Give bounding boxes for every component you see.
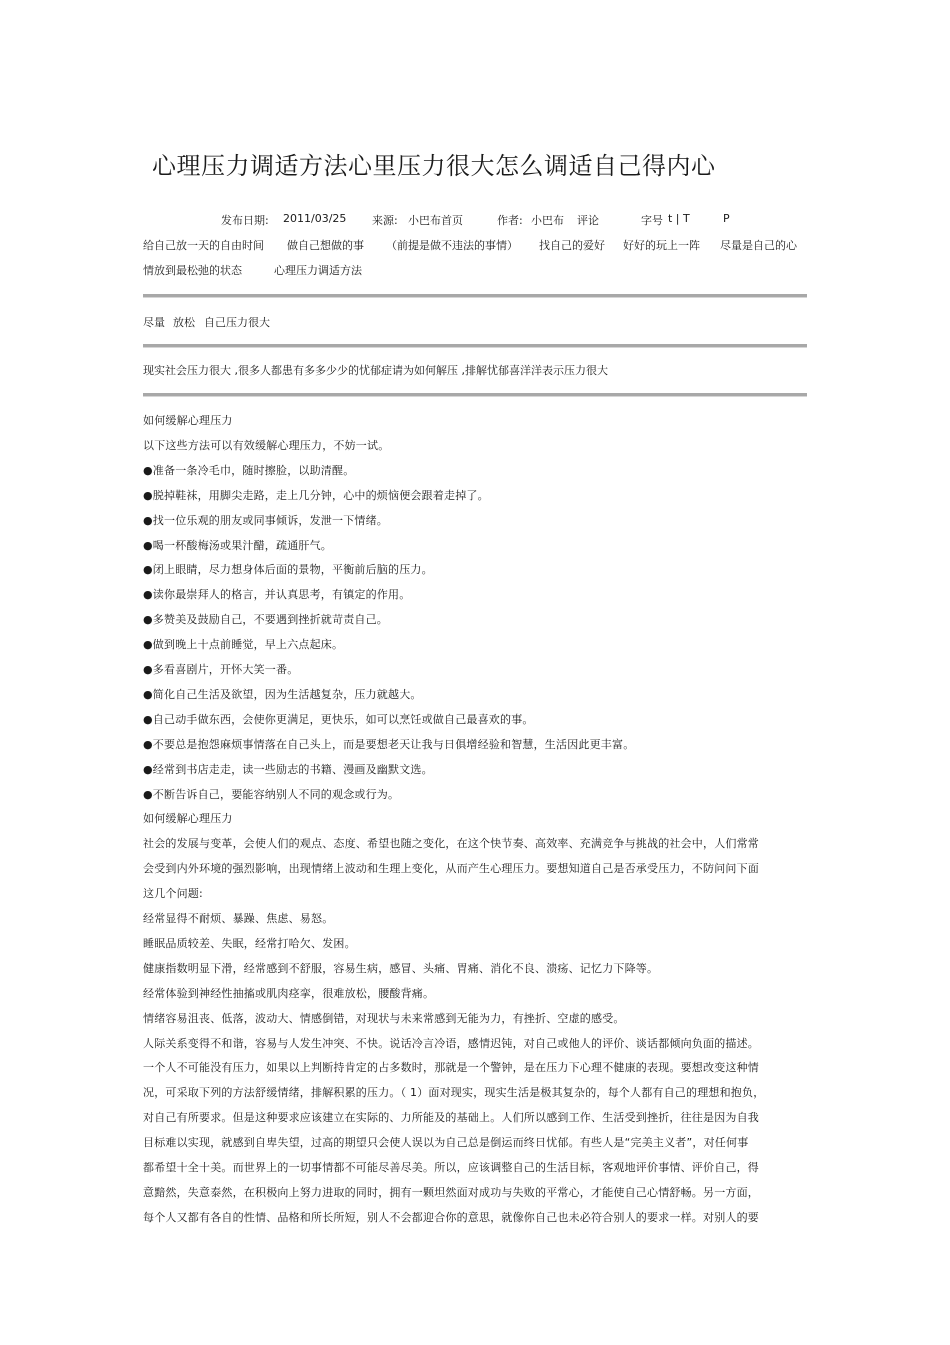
body-line: ●喝一杯酸梅汤或果汁醋，疏通肝气。 (143, 538, 332, 552)
date-value: 2011/03/25 (283, 212, 347, 225)
intro-text: 尽量是自己的心 (720, 239, 797, 252)
body-line: 以下这些方法可以有效缓解心理压力，不妨一试。 (143, 438, 390, 452)
body-line: ●多看喜剧片，开怀大笑一番。 (143, 663, 299, 676)
separator (143, 393, 807, 397)
body-line: 睡眠品质较差、失眠，经常打哈欠、发困。 (143, 936, 356, 950)
body-line: 都希望十全十美。而世界上的一切事情都不可能尽善尽美。所以，应该调整自己的生活目标，客观地评价事情、评价自己，得 (143, 1161, 759, 1174)
separator (143, 294, 807, 298)
tag-link[interactable]: 放松 (173, 316, 195, 329)
body-line: 一个人不可能没有压力，如果以上判断持肯定的占多数时，那就是一个警钟，是在压力下心理不健康的表现。要想改变这种情 (143, 1061, 759, 1075)
body-line: ●经常到书店走走，读一些励志的书籍、漫画及幽默文选。 (143, 762, 433, 776)
body-line: ●闭上眼睛，尽力想身体后面的景物，平衡前后脑的压力。 (143, 563, 433, 577)
body-line: ●多赞美及鼓励自己，不要遇到挫折就苛责自己。 (143, 613, 388, 627)
intro-text: 找自己的爱好 (539, 239, 605, 252)
date-label: 发布日期: (221, 214, 269, 227)
body-line: ●准备一条冷毛巾，随时擦脸，以助清醒。 (143, 463, 355, 477)
body-line: 社会的发展与变革，会使人们的观点、态度、希望也随之变化，在这个快节奏、高效率、充满竞争与挑战的社会中，人们常常 (143, 837, 759, 851)
intro-text: 做自己想做的事 (287, 239, 364, 252)
body-line: 意黯然，失意泰然，在积极向上努力进取的同时，拥有一颗坦然面对成功与失败的平常心，才能使自己心情舒畅。另一方面， (143, 1185, 759, 1199)
font-size-label: 字号 (641, 214, 663, 227)
body-line: ●不断告诉自己，要能容纳别人不同的观念或行为。 (143, 787, 400, 801)
body-line: 如何缓解心理压力 (143, 414, 233, 427)
body-line: ●简化自己生活及欲望，因为生活越复杂，压力就越大。 (143, 687, 422, 701)
comment-link[interactable]: 评论 (577, 214, 599, 227)
source-label: 来源: (372, 214, 398, 227)
body-line: 健康指数明显下滑，经常感到不舒服，容易生病，感冒、头痛、胃痛、消化不良、溃疡、记忆力下降等。 (143, 961, 659, 975)
body-line: ●不要总是抱怨麻烦事情落在自己头上，而是要想老天让我与日俱增经验和智慧，生活因此更丰富。 (143, 737, 635, 751)
body-line: 如何缓解心理压力 (143, 812, 233, 826)
font-size-toggle[interactable]: t | T (668, 212, 690, 225)
body-line: 会受到内外环境的强烈影响，出现情绪上波动和生理上变化，从而产生心理压力。要想知道自己是否承受压力，不防问问下面 (143, 862, 759, 876)
body-line: 这几个问题: (143, 887, 203, 901)
print-link[interactable]: P (723, 212, 730, 225)
body-line: 每个人又都有各自的性情、品格和所长所短，别人不会都迎合你的意思，就像你自己也未必符合别人的要求一样。对别人的要 (143, 1210, 759, 1224)
body-line: ●做到晚上十点前睡觉，早上六点起床。 (143, 638, 344, 652)
intro-text: 好好的玩上一阵 (623, 239, 700, 252)
intro-text: （前提是做不违法的事情） (386, 239, 518, 252)
body-line: 目标难以实现，就感到自卑失望，过高的期望只会使人误以为自己总是倒运而终日忧郁。有些人是“完美主义者”，对任何事 (143, 1136, 749, 1150)
body-line: 对自己有所要求。但是这种要求应该建立在实际的、力所能及的基础上。人们所以感到工作、生活受到挫折，往往是因为自我 (143, 1111, 759, 1125)
page-title: 心理压力调适方法心里压力很大怎么调适自己得内心 (152, 152, 716, 180)
related-link[interactable]: 现实社会压力很大 ,很多人都患有多多少少的忧郁症请为如何解压 ,排解忧郁喜洋洋表示压力很大 (143, 364, 608, 377)
intro-text: 情放到最松弛的状态 (143, 264, 242, 277)
tag-link[interactable]: 尽量 (143, 316, 165, 329)
intro-text: 给自己放一天的自由时间 (143, 239, 264, 252)
tag-link[interactable]: 自己压力很大 (204, 316, 270, 329)
body-line: ●读你最崇拜人的格言，并认真思考，有镇定的作用。 (143, 588, 411, 602)
body-line: 情绪容易沮丧、低落，波动大、情感倒错，对现状与未来常感到无能为力，有挫折、空虚的感受。 (143, 1011, 625, 1025)
intro-link[interactable]: 心理压力调适方法 (274, 264, 362, 277)
author-label: 作者: (497, 214, 523, 227)
body-line: 经常体验到神经性抽搐或肌肉痉挛，很难放松，腰酸背痛。 (143, 986, 435, 1000)
body-line: 况，可采取下列的方法舒缓情绪，排解积累的压力。（ 1）面对现实，现实生活是极其复杂的，每个人都有自己的理想和抱负， (143, 1086, 765, 1100)
body-line: ●找一位乐观的朋友或同事倾诉，发泄一下情绪。 (143, 513, 388, 527)
author-value: 小巴布 (531, 214, 564, 227)
body-line: ●脱掉鞋袜，用脚尖走路，走上几分钟，心中的烦恼便会跟着走掉了。 (143, 488, 489, 502)
body-line: ●自己动手做东西，会使你更满足，更快乐，如可以烹饪或做自己最喜欢的事。 (143, 712, 534, 726)
body-line: 经常显得不耐烦、暴躁、焦虑、易怒。 (143, 912, 334, 925)
separator (143, 344, 807, 348)
body-line: 人际关系变得不和谐，容易与人发生冲突、不快。说话冷言冷语，感情迟钝，对自己或他人的评价、谈话都倾向负面的描述。 (143, 1036, 759, 1050)
source-link[interactable]: 小巴布首页 (408, 214, 463, 227)
